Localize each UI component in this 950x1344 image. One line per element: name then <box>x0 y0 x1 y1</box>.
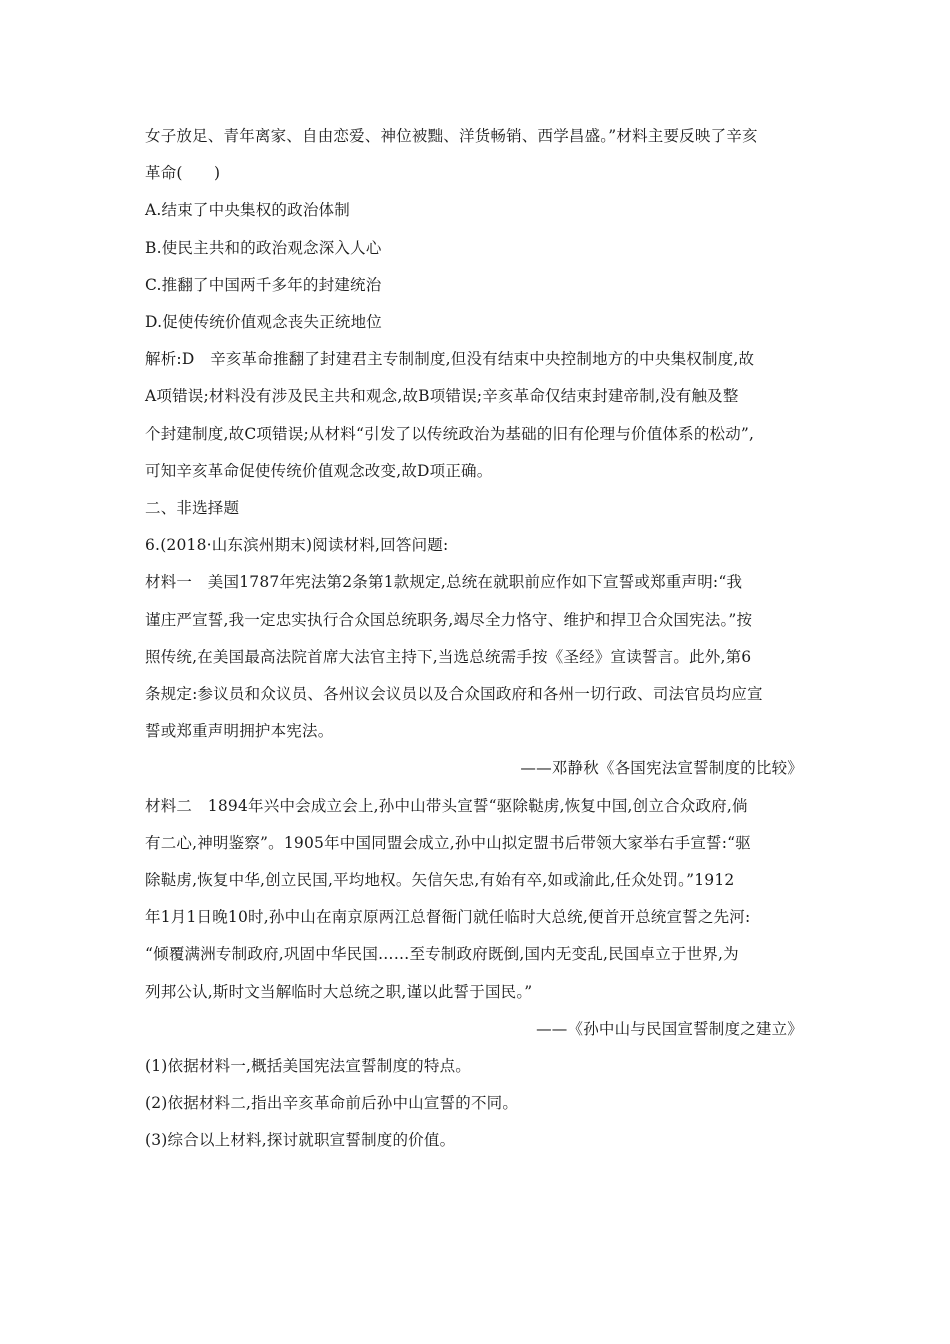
section-title: 二、非选择题 <box>145 499 240 518</box>
q6-material2-line-1: 材料二 1894年兴中会成立会上,孙中山带头宣誓“驱除鞑虏,恢复中国,创立合众政府,倘 <box>145 796 748 815</box>
q6-question-3: (3)综合以上材料,探讨就职宣誓制度的价值。 <box>145 1131 456 1150</box>
q5-stem-line-2: 革命( ) <box>145 164 221 183</box>
q6-material2-line-3: 除鞑虏,恢复中华,创立民国,平均地权。矢信矢忠,有始有卒,如或渝此,任众处罚。”1912 <box>145 871 735 890</box>
q6-material1-line-4: 条规定:参议员和众议员、各州议会议员以及合众国政府和各州一切行政、司法官员均应宣 <box>145 685 763 704</box>
q6-material1-source: ——邓静秋《各国宪法宣誓制度的比较》 <box>520 759 803 778</box>
q5-analysis-line-2: A项错误;材料没有涉及民主共和观念,故B项错误;辛亥革命仅结束封建帝制,没有触及整 <box>145 387 739 406</box>
q6-question-1: (1)依据材料一,概括美国宪法宣誓制度的特点。 <box>145 1057 471 1076</box>
q6-question-2: (2)依据材料二,指出辛亥革命前后孙中山宣誓的不同。 <box>145 1094 519 1113</box>
document-page <box>145 118 805 1160</box>
q5-analysis-line-4: 可知辛亥革命促使传统价值观念改变,故D项正确。 <box>145 461 493 480</box>
q5-stem-line-1: 女子放足、青年离家、自由恋爱、神位被黜、洋货畅销、西学昌盛。”材料主要反映了辛亥 <box>145 127 758 145</box>
q5-option-d: D.促使传统价值观念丧失正统地位 <box>145 313 383 332</box>
q5-analysis-line-3: 个封建制度,故C项错误;从材料“引发了以传统政治为基础的旧有伦理与价值体系的松动”, <box>145 424 755 443</box>
q6-header: 6.(2018·山东滨州期末)阅读材料,回答问题: <box>145 536 449 555</box>
q5-option-a: A.结束了中央集权的政治体制 <box>145 201 350 220</box>
q5-option-b: B.使民主共和的政治观念深入人心 <box>145 238 382 257</box>
q6-material1-line-3: 照传统,在美国最高法院首席大法官主持下,当选总统需手按《圣经》宣读誓言。此外,第6 <box>145 647 752 666</box>
q6-material2-line-4: 年1月1日晚10时,孙中山在南京原两江总督衙门就任临时大总统,便首开总统宣誓之先河: <box>145 908 751 927</box>
q6-material2-line-2: 有二心,神明鉴察”。1905年中国同盟会成立,孙中山拟定盟书后带领大家举右手宣誓:“驱 <box>145 833 751 852</box>
q5-option-c: C.推翻了中国两千多年的封建统治 <box>145 275 382 294</box>
q6-material1-line-1: 材料一 美国1787年宪法第2条第1款规定,总统在就职前应作如下宣誓或郑重声明:“我 <box>145 573 743 592</box>
q6-material1-line-2: 谨庄严宣誓,我一定忠实执行合众国总统职务,竭尽全力恪守、维护和捍卫合众国宪法。”按 <box>145 610 753 629</box>
q6-material2-line-6: 列邦公认,斯时文当解临时大总统之职,谨以此誓于国民。” <box>145 982 533 1001</box>
q5-analysis-line-1: 解析:D 辛亥革命推翻了封建君主专制制度,但没有结束中央控制地方的中央集权制度,故 <box>145 350 755 369</box>
q6-material1-line-5: 誓或郑重声明拥护本宪法。 <box>145 722 334 741</box>
q6-material2-source: ——《孙中山与民国宣誓制度之建立》 <box>536 1019 803 1038</box>
q6-material2-line-5: “倾覆满洲专制政府,巩固中华民国……至专制政府既倒,国内无变乱,民国卓立于世界,为 <box>145 945 739 964</box>
